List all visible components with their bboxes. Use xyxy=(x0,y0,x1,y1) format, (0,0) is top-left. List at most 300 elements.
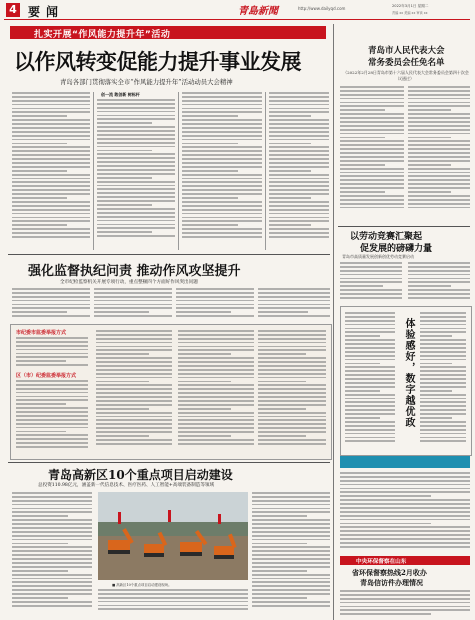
text-line xyxy=(96,330,172,332)
text-line xyxy=(345,339,395,341)
text-line xyxy=(182,166,262,168)
text-line xyxy=(12,104,90,106)
text-line xyxy=(408,160,470,162)
text-line xyxy=(182,139,262,141)
text-line xyxy=(408,105,470,107)
text-line xyxy=(176,311,231,313)
text-line xyxy=(182,135,262,137)
text-line xyxy=(258,300,330,302)
text-line xyxy=(340,140,404,142)
bottom-col3 xyxy=(252,492,330,609)
text-line xyxy=(345,440,395,442)
text-line xyxy=(12,589,92,591)
text-line xyxy=(269,96,329,98)
text-line xyxy=(96,427,172,429)
text-line xyxy=(176,300,254,302)
text-line xyxy=(420,394,466,396)
text-line xyxy=(258,443,326,445)
text-line xyxy=(12,574,92,576)
text-line xyxy=(340,472,470,474)
commentary-text-right xyxy=(420,312,466,444)
text-line xyxy=(182,123,262,125)
text-line xyxy=(345,409,395,411)
text-line xyxy=(420,320,466,322)
text-line xyxy=(269,154,329,156)
text-line xyxy=(345,355,395,357)
text-line xyxy=(258,304,330,306)
text-line xyxy=(340,602,470,604)
text-line xyxy=(252,574,330,576)
text-line xyxy=(340,144,404,146)
text-line xyxy=(340,187,404,189)
text-line xyxy=(182,205,262,207)
text-line xyxy=(408,289,470,291)
text-line xyxy=(258,373,326,375)
text-line xyxy=(12,296,90,298)
text-line xyxy=(182,217,262,219)
text-line xyxy=(269,104,329,106)
text-line xyxy=(252,597,307,599)
text-line xyxy=(178,427,254,429)
text-line xyxy=(12,500,92,502)
text-line xyxy=(269,143,311,145)
text-line xyxy=(420,401,466,403)
text-line xyxy=(258,349,326,351)
text-line xyxy=(258,330,326,332)
text-line xyxy=(269,174,329,176)
text-line xyxy=(12,143,67,145)
text-line xyxy=(12,550,92,552)
text-line xyxy=(12,209,90,211)
text-line xyxy=(12,201,90,203)
text-line xyxy=(269,224,311,226)
text-line xyxy=(178,412,254,414)
text-line xyxy=(345,335,380,337)
text-line xyxy=(97,103,175,105)
text-line xyxy=(16,392,88,394)
text-line xyxy=(269,220,329,222)
text-line xyxy=(96,439,172,441)
text-line xyxy=(94,304,172,306)
text-line xyxy=(408,179,470,181)
editor-line: 责编 xx 美编 xx 审读 xx xyxy=(392,11,428,15)
text-line xyxy=(178,369,254,371)
text-line xyxy=(96,381,149,383)
text-line xyxy=(12,605,92,607)
text-line xyxy=(408,117,470,119)
text-line xyxy=(96,388,172,390)
reporting-list-d xyxy=(178,330,254,447)
text-line xyxy=(97,122,152,124)
page-number: 4 xyxy=(6,3,20,17)
text-line xyxy=(12,508,92,510)
col-divider xyxy=(93,92,94,250)
text-line xyxy=(16,337,88,339)
text-line xyxy=(252,570,307,572)
text-line xyxy=(420,312,466,314)
text-line xyxy=(340,538,470,540)
text-line xyxy=(16,364,88,366)
text-line xyxy=(252,539,330,541)
text-line xyxy=(16,388,88,390)
text-line xyxy=(94,296,172,298)
text-line xyxy=(182,209,262,211)
text-line xyxy=(408,137,451,139)
text-line xyxy=(408,285,451,287)
text-line xyxy=(258,357,326,359)
text-line xyxy=(182,189,262,191)
text-line xyxy=(252,543,307,545)
text-line xyxy=(340,507,470,509)
text-line xyxy=(16,341,88,343)
text-line xyxy=(12,108,90,110)
text-line xyxy=(182,131,262,133)
text-line xyxy=(340,484,470,486)
text-line xyxy=(340,175,404,177)
text-line xyxy=(269,232,329,234)
text-line xyxy=(420,405,466,407)
text-line xyxy=(258,408,306,410)
text-line xyxy=(97,196,175,198)
text-line xyxy=(269,162,329,164)
text-line xyxy=(182,162,262,164)
text-line xyxy=(12,496,92,498)
text-line xyxy=(178,338,254,340)
text-line xyxy=(12,558,92,560)
text-line xyxy=(96,384,172,386)
text-line xyxy=(420,355,466,357)
middle-col2 xyxy=(94,288,172,319)
text-line xyxy=(16,407,88,409)
env-headline-1: 省环保督察热线2月收办 xyxy=(352,568,427,577)
text-line xyxy=(16,438,88,440)
text-line xyxy=(269,181,329,183)
text-line xyxy=(176,292,254,294)
text-line xyxy=(420,421,466,423)
text-line xyxy=(340,297,402,299)
text-line xyxy=(98,605,248,607)
text-line xyxy=(252,605,330,607)
text-line xyxy=(16,399,88,401)
text-line xyxy=(258,431,326,433)
reporting-list-a xyxy=(16,337,88,368)
text-line xyxy=(182,224,238,226)
appointment-note: （2022年2月28日青岛市第十六届人民代表大会常务委员会第四十次会议通过） xyxy=(343,70,469,81)
text-line xyxy=(252,496,330,498)
text-line xyxy=(178,334,254,336)
text-line xyxy=(96,365,172,367)
text-line xyxy=(269,217,329,219)
text-line xyxy=(12,543,68,545)
text-line xyxy=(340,109,385,111)
excavators-image xyxy=(98,492,248,580)
text-line xyxy=(97,192,175,194)
text-line xyxy=(252,554,330,556)
text-line xyxy=(420,429,466,431)
text-line xyxy=(340,117,404,119)
text-line xyxy=(12,123,90,125)
text-line xyxy=(269,205,329,207)
text-line xyxy=(252,566,330,568)
middle-headline: 强化监督执纪问责 推动作风攻坚提升 xyxy=(28,264,241,279)
text-line xyxy=(420,343,466,345)
text-line xyxy=(178,349,254,351)
text-line xyxy=(420,363,452,365)
top-story-col1 xyxy=(12,92,90,240)
col-divider xyxy=(178,92,179,250)
section-divider xyxy=(338,226,470,227)
text-line xyxy=(97,185,175,187)
text-line xyxy=(408,164,451,166)
text-line xyxy=(16,415,88,417)
reporting-list-b xyxy=(16,380,88,450)
newspaper-logo: 青島新聞 xyxy=(238,6,278,17)
text-line xyxy=(178,365,254,367)
text-line xyxy=(96,396,172,398)
text-line xyxy=(252,511,330,513)
text-line xyxy=(340,113,404,115)
text-line xyxy=(340,515,470,517)
text-line xyxy=(16,431,66,433)
col-divider xyxy=(265,92,266,250)
text-line xyxy=(340,491,470,493)
text-line xyxy=(96,404,172,406)
text-line xyxy=(269,197,311,199)
text-line xyxy=(97,107,175,109)
text-line xyxy=(345,417,380,419)
text-line xyxy=(408,297,470,299)
labor-headline-2: 促发展的磅礴力量 xyxy=(360,244,433,254)
text-line xyxy=(12,566,92,568)
text-line xyxy=(96,408,149,410)
section-name: 要闻 xyxy=(28,5,65,19)
text-line xyxy=(269,115,311,117)
photo-caption: ■ 高新区10个重点项目启动建设现场。 xyxy=(112,583,172,587)
text-line xyxy=(258,296,330,298)
text-line xyxy=(340,137,385,139)
text-line xyxy=(178,384,254,386)
text-line xyxy=(178,416,254,418)
text-line xyxy=(97,146,175,148)
text-line xyxy=(252,504,330,506)
text-line xyxy=(340,546,470,548)
text-line xyxy=(345,398,395,400)
text-line xyxy=(97,161,175,163)
text-line xyxy=(182,119,262,121)
text-line xyxy=(178,330,254,332)
text-line xyxy=(178,400,254,402)
text-line xyxy=(12,311,67,313)
text-line xyxy=(12,581,92,583)
text-line xyxy=(340,207,404,209)
text-line xyxy=(252,508,330,510)
text-line xyxy=(97,204,152,206)
text-line xyxy=(182,150,262,152)
text-line xyxy=(340,191,385,193)
text-line xyxy=(340,179,404,181)
text-line xyxy=(12,193,90,195)
text-line xyxy=(340,285,383,287)
text-line xyxy=(340,102,404,104)
middle-subhead: 全市纪检监察机关开展专项行动，重点整顿四个方面好作风突出问题 xyxy=(60,280,198,285)
text-line xyxy=(420,316,466,318)
text-line xyxy=(345,363,380,365)
text-line xyxy=(96,357,172,359)
text-line xyxy=(258,315,330,317)
text-line xyxy=(420,417,452,419)
bottom-col2 xyxy=(98,589,248,612)
text-line xyxy=(178,423,254,425)
right-column-divider xyxy=(333,24,334,620)
top-subhead: 青岛各部门贯彻落实全市“作风能力提升年”活动动员大会精神 xyxy=(60,78,233,86)
text-line xyxy=(345,386,395,388)
text-line xyxy=(258,377,326,379)
text-line xyxy=(96,334,172,336)
text-line xyxy=(182,146,262,148)
text-line xyxy=(408,144,470,146)
text-line xyxy=(16,403,66,405)
text-line xyxy=(97,134,175,136)
text-line xyxy=(252,562,330,564)
text-line xyxy=(182,158,262,160)
text-line xyxy=(97,235,175,237)
text-line xyxy=(258,416,326,418)
text-line xyxy=(420,328,466,330)
text-line xyxy=(252,535,330,537)
text-line xyxy=(340,133,404,135)
text-line xyxy=(97,126,175,128)
text-line xyxy=(340,172,404,174)
text-line xyxy=(258,396,326,398)
text-line xyxy=(98,597,248,599)
text-line xyxy=(97,200,175,202)
text-line xyxy=(258,435,306,437)
text-line xyxy=(345,324,395,326)
text-line xyxy=(96,349,172,351)
text-line xyxy=(12,307,90,309)
text-line xyxy=(420,386,466,388)
text-line xyxy=(340,488,470,490)
appointment-list-right xyxy=(408,86,470,211)
text-line xyxy=(345,421,395,423)
text-line xyxy=(345,320,395,322)
text-line xyxy=(345,401,395,403)
text-line xyxy=(258,338,326,340)
text-line xyxy=(12,181,90,183)
text-line xyxy=(182,96,262,98)
text-line xyxy=(97,169,175,171)
text-line xyxy=(269,150,329,152)
bottom-subhead: 总投资110.98亿元，涵盖新一代信息技术、医疗医药、人工智能+高端装备制造等领域 xyxy=(38,483,215,488)
text-line xyxy=(258,353,306,355)
text-line xyxy=(408,121,470,123)
text-line xyxy=(178,419,254,421)
text-line xyxy=(340,168,404,170)
text-line xyxy=(94,311,149,313)
env-tag-text: 中央环保督察在山东 xyxy=(356,559,407,565)
text-line xyxy=(340,480,470,482)
text-line xyxy=(345,328,395,330)
env-headline-2: 青岛信访件办理情况 xyxy=(360,578,423,587)
text-line xyxy=(97,142,175,144)
text-line xyxy=(178,353,231,355)
text-line xyxy=(12,139,90,141)
text-line xyxy=(345,316,395,318)
text-line xyxy=(12,562,92,564)
text-line xyxy=(94,307,172,309)
text-line xyxy=(420,347,466,349)
text-line xyxy=(97,216,175,218)
text-line xyxy=(252,492,330,494)
text-line xyxy=(182,228,262,230)
text-line xyxy=(345,343,395,345)
text-line xyxy=(182,127,262,129)
text-line xyxy=(96,342,172,344)
text-line xyxy=(258,439,326,441)
text-line xyxy=(96,416,172,418)
text-line xyxy=(258,427,326,429)
text-line xyxy=(16,419,88,421)
top-story-col2 xyxy=(97,99,175,239)
text-line xyxy=(252,515,307,517)
text-line xyxy=(345,366,395,368)
text-line xyxy=(16,380,88,382)
text-line xyxy=(408,168,470,170)
text-line xyxy=(252,593,330,595)
text-line xyxy=(94,288,172,290)
text-line xyxy=(178,431,254,433)
text-line xyxy=(258,365,326,367)
text-line xyxy=(96,443,172,445)
text-line xyxy=(97,220,175,222)
text-line xyxy=(97,138,175,140)
text-line xyxy=(12,127,90,129)
text-line xyxy=(420,335,452,337)
text-line xyxy=(252,546,330,548)
text-line xyxy=(12,154,90,156)
text-line xyxy=(340,199,404,201)
text-line xyxy=(420,339,466,341)
text-line xyxy=(258,311,308,313)
text-line xyxy=(182,108,262,110)
text-line xyxy=(345,359,395,361)
text-line xyxy=(94,315,172,317)
text-line xyxy=(408,203,470,205)
text-line xyxy=(96,373,172,375)
text-line xyxy=(97,130,175,132)
text-line xyxy=(340,519,470,521)
text-line xyxy=(408,125,470,127)
text-line xyxy=(408,86,470,88)
text-line xyxy=(345,370,395,372)
text-line xyxy=(269,146,329,148)
text-line xyxy=(96,353,149,355)
middle-col4 xyxy=(258,288,330,319)
text-line xyxy=(345,405,395,407)
text-line xyxy=(97,111,175,113)
text-line xyxy=(12,531,92,533)
text-line xyxy=(12,96,90,98)
text-line xyxy=(420,324,466,326)
text-line xyxy=(269,185,329,187)
text-line xyxy=(176,315,254,317)
text-line xyxy=(258,404,326,406)
text-line xyxy=(258,361,326,363)
text-line xyxy=(258,369,326,371)
text-line xyxy=(258,412,326,414)
text-line xyxy=(96,338,172,340)
text-line xyxy=(345,382,395,384)
